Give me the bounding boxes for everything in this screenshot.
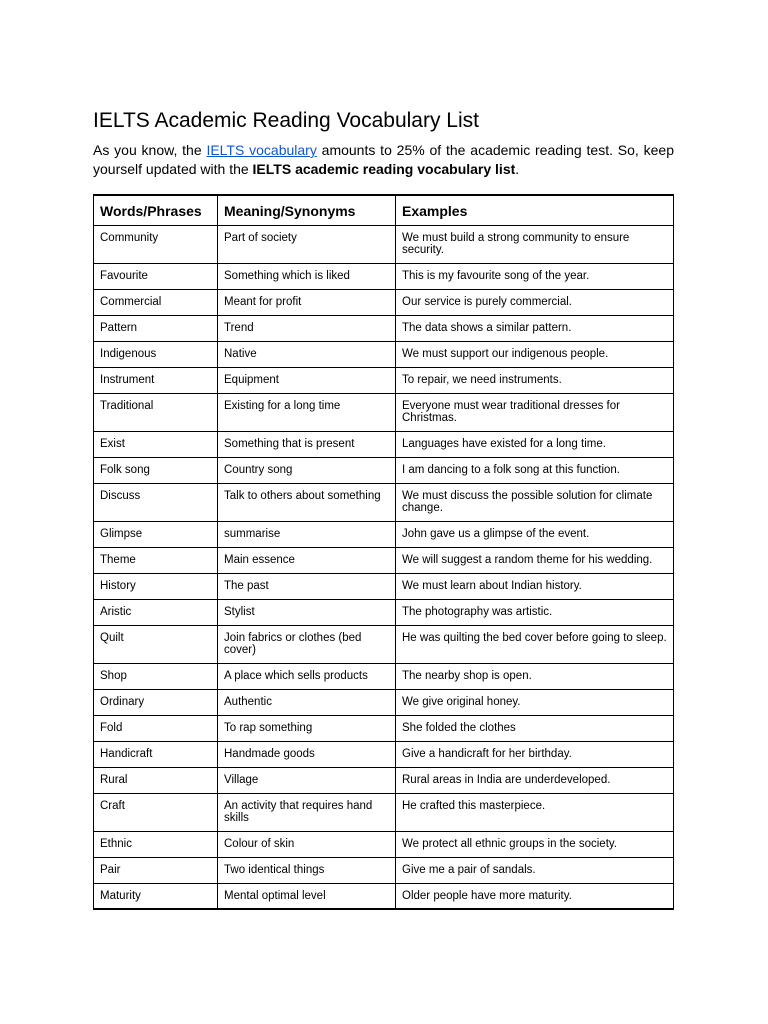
- word-cell: Commercial: [94, 289, 218, 315]
- word-cell: Folk song: [94, 457, 218, 483]
- word-cell: Theme: [94, 547, 218, 573]
- meaning-cell: Stylist: [218, 599, 396, 625]
- word-cell: Aristic: [94, 599, 218, 625]
- word-cell: History: [94, 573, 218, 599]
- header-examples: Examples: [396, 195, 674, 225]
- meaning-cell: Equipment: [218, 367, 396, 393]
- meaning-cell: Talk to others about something: [218, 483, 396, 521]
- table-body: [94, 225, 674, 909]
- ielts-vocabulary-link[interactable]: IELTS vocabulary: [206, 142, 317, 158]
- example-cell: I am dancing to a folk song at this function.: [396, 457, 674, 483]
- example-cell: We must discuss the possible solution for climate change.: [396, 483, 674, 521]
- page-title: IELTS Academic Reading Vocabulary List: [93, 109, 479, 132]
- table-row: [94, 857, 674, 883]
- example-cell: We protect all ethnic groups in the society.: [396, 831, 674, 857]
- table-row: [94, 883, 674, 909]
- example-cell: Give a handicraft for her birthday.: [396, 741, 674, 767]
- meaning-cell: Main essence: [218, 547, 396, 573]
- table-row: [94, 793, 674, 831]
- table-row: [94, 393, 674, 431]
- meaning-cell: Handmade goods: [218, 741, 396, 767]
- meaning-cell: Meant for profit: [218, 289, 396, 315]
- intro-middle: amounts to 25% of the academic reading test. So, keep yourself updated with the: [93, 142, 674, 177]
- table-row: [94, 483, 674, 521]
- word-cell: Quilt: [94, 625, 218, 663]
- table-row: [94, 715, 674, 741]
- intro-suffix: .: [515, 161, 520, 177]
- table-row: [94, 431, 674, 457]
- example-cell: We must learn about Indian history.: [396, 573, 674, 599]
- table-row: [94, 831, 674, 857]
- example-cell: To repair, we need instruments.: [396, 367, 674, 393]
- vocabulary-table: [93, 194, 674, 910]
- table-row: [94, 663, 674, 689]
- meaning-cell: summarise: [218, 521, 396, 547]
- word-cell: Pair: [94, 857, 218, 883]
- intro-prefix: As you know, the: [93, 142, 207, 158]
- word-cell: Ordinary: [94, 689, 218, 715]
- example-cell: He crafted this masterpiece.: [396, 793, 674, 831]
- meaning-cell: Part of society: [218, 225, 396, 263]
- table-row: [94, 547, 674, 573]
- word-cell: Glimpse: [94, 521, 218, 547]
- meaning-cell: Colour of skin: [218, 831, 396, 857]
- table-row: [94, 521, 674, 547]
- example-cell: The photography was artistic.: [396, 599, 674, 625]
- example-cell: We give original honey.: [396, 689, 674, 715]
- word-cell: Favourite: [94, 263, 218, 289]
- word-cell: Fold: [94, 715, 218, 741]
- intro-paragraph: [93, 141, 674, 179]
- example-cell: Everyone must wear traditional dresses for Christmas.: [396, 393, 674, 431]
- example-cell: We will suggest a random theme for his wedding.: [396, 547, 674, 573]
- meaning-cell: Village: [218, 767, 396, 793]
- meaning-cell: A place which sells products: [218, 663, 396, 689]
- example-cell: Languages have existed for a long time.: [396, 431, 674, 457]
- meaning-cell: Authentic: [218, 689, 396, 715]
- table-row: [94, 573, 674, 599]
- table-row: [94, 457, 674, 483]
- meaning-cell: Mental optimal level: [218, 883, 396, 909]
- word-cell: Rural: [94, 767, 218, 793]
- meaning-cell: The past: [218, 573, 396, 599]
- table-row: [94, 367, 674, 393]
- example-cell: She folded the clothes: [396, 715, 674, 741]
- table-row: [94, 767, 674, 793]
- table-row: [94, 625, 674, 663]
- example-cell: John gave us a glimpse of the event.: [396, 521, 674, 547]
- table-row: [94, 263, 674, 289]
- word-cell: Traditional: [94, 393, 218, 431]
- table-row: [94, 599, 674, 625]
- example-cell: Give me a pair of sandals.: [396, 857, 674, 883]
- word-cell: Craft: [94, 793, 218, 831]
- table-row: [94, 689, 674, 715]
- example-cell: We must support our indigenous people.: [396, 341, 674, 367]
- word-cell: Ethnic: [94, 831, 218, 857]
- example-cell: Older people have more maturity.: [396, 883, 674, 909]
- header-words-phrases: Words/Phrases: [94, 195, 218, 225]
- word-cell: Indigenous: [94, 341, 218, 367]
- meaning-cell: To rap something: [218, 715, 396, 741]
- meaning-cell: Country song: [218, 457, 396, 483]
- meaning-cell: Something which is liked: [218, 263, 396, 289]
- meaning-cell: Native: [218, 341, 396, 367]
- table-row: [94, 289, 674, 315]
- meaning-cell: Something that is present: [218, 431, 396, 457]
- word-cell: Community: [94, 225, 218, 263]
- example-cell: He was quilting the bed cover before going to sleep.: [396, 625, 674, 663]
- intro-bold-text: IELTS academic reading vocabulary list: [252, 161, 516, 177]
- word-cell: Shop: [94, 663, 218, 689]
- meaning-cell: An activity that requires hand skills: [218, 793, 396, 831]
- table-row: [94, 225, 674, 263]
- meaning-cell: Two identical things: [218, 857, 396, 883]
- example-cell: We must build a strong community to ensure security.: [396, 225, 674, 263]
- example-cell: The nearby shop is open.: [396, 663, 674, 689]
- word-cell: Pattern: [94, 315, 218, 341]
- word-cell: Instrument: [94, 367, 218, 393]
- word-cell: Exist: [94, 431, 218, 457]
- table-row: [94, 741, 674, 767]
- word-cell: Maturity: [94, 883, 218, 909]
- table-header-row: [94, 195, 674, 225]
- word-cell: Handicraft: [94, 741, 218, 767]
- table-row: [94, 315, 674, 341]
- example-cell: Rural areas in India are underdeveloped.: [396, 767, 674, 793]
- example-cell: Our service is purely commercial.: [396, 289, 674, 315]
- meaning-cell: Join fabrics or clothes (bed cover): [218, 625, 396, 663]
- example-cell: This is my favourite song of the year.: [396, 263, 674, 289]
- header-meaning-synonyms: Meaning/Synonyms: [218, 195, 396, 225]
- example-cell: The data shows a similar pattern.: [396, 315, 674, 341]
- meaning-cell: Trend: [218, 315, 396, 341]
- meaning-cell: Existing for a long time: [218, 393, 396, 431]
- word-cell: Discuss: [94, 483, 218, 521]
- table-row: [94, 341, 674, 367]
